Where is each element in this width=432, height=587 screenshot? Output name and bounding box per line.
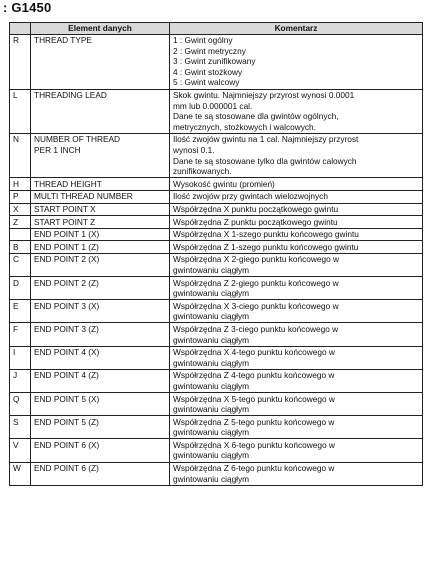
comment-line: Współrzędna X 1-szego punktu końcowego gwintu xyxy=(173,229,359,240)
comment-line: mm lub 0.000001 cal. xyxy=(173,100,253,111)
row-code: W xyxy=(10,462,31,485)
element-line: END POINT 6 (Z) xyxy=(34,463,99,474)
table-row xyxy=(10,203,423,216)
element-line: END POINT 6 (X) xyxy=(34,439,100,450)
row-code: L xyxy=(10,89,31,133)
comment-line: 3 : Gwint zunifikowany xyxy=(173,56,256,67)
row-code: C xyxy=(10,253,31,276)
row-comment xyxy=(170,241,423,254)
row-element xyxy=(31,190,170,203)
element-line: THREADING LEAD xyxy=(34,90,107,101)
comment-line: wynosi 0.1. xyxy=(173,145,215,156)
row-comment xyxy=(170,300,423,323)
row-element xyxy=(31,323,170,346)
row-code: V xyxy=(10,439,31,462)
row-comment xyxy=(170,203,423,216)
comment-line: Współrzędna X 3-ciego punktu końcowego w xyxy=(173,300,339,311)
comment-line: Skok gwintu. Najmniejszy przyrost wynosi 0.0001 xyxy=(173,90,355,101)
row-code: Q xyxy=(10,393,31,416)
table-row xyxy=(10,462,423,485)
comment-line: Współrzędna X punktu początkowego gwintu xyxy=(173,204,339,214)
element-line: END POINT 4 (Z) xyxy=(34,370,99,381)
comment-line: gwintowaniu ciągłym xyxy=(173,380,250,391)
comment-line: gwintowaniu ciągłym xyxy=(173,473,250,484)
row-comment xyxy=(170,253,423,276)
row-code: B xyxy=(10,241,31,254)
element-line: PER 1 INCH xyxy=(34,145,81,156)
row-element xyxy=(31,89,170,133)
table-row xyxy=(10,416,423,439)
table-row xyxy=(10,216,423,229)
table-row xyxy=(10,133,423,177)
comment-line: Współrzędna Z 5-tego punktu końcowego w xyxy=(173,416,335,427)
table-row xyxy=(10,89,423,133)
row-comment xyxy=(170,416,423,439)
row-comment xyxy=(170,462,423,485)
row-element xyxy=(31,369,170,392)
row-element xyxy=(31,216,170,229)
row-comment xyxy=(170,89,423,133)
comment-line: Współrzędna X 2-giego punktu końcowego w xyxy=(173,254,340,265)
table-row xyxy=(10,228,423,241)
row-comment xyxy=(170,323,423,346)
comment-line: gwintowaniu ciągłym xyxy=(173,334,250,345)
row-element xyxy=(31,439,170,462)
comment-line: 2 : Gwint metryczny xyxy=(173,45,246,56)
page-title: : G1450 xyxy=(3,0,52,15)
comment-line: Ilość zwojów przy gwintach wielozwojnych xyxy=(173,191,328,202)
row-comment xyxy=(170,346,423,369)
header-element: Element danych xyxy=(31,23,170,35)
row-code: P xyxy=(10,190,31,203)
row-code: I xyxy=(10,346,31,369)
element-line: END POINT 4 (X) xyxy=(34,347,100,358)
table-row xyxy=(10,439,423,462)
table-row xyxy=(10,323,423,346)
header-row xyxy=(10,23,423,35)
table-row xyxy=(10,178,423,191)
element-line: THREAD HEIGHT xyxy=(34,178,102,189)
comment-line: Współrzędna Z 4-tego punktu końcowego w xyxy=(173,370,335,381)
comment-line: Współrzędna Z 2-giego punktu końcowego w xyxy=(173,277,339,288)
row-element xyxy=(31,462,170,485)
comment-line: 1 : Gwint ogólny xyxy=(173,35,233,46)
comment-line: 5 : Gwint walcowy xyxy=(173,77,240,88)
comment-line: Ilość zwojów gwintu na 1 cal. Najmniejszy przyrost xyxy=(173,134,359,145)
row-code: E xyxy=(10,300,31,323)
row-comment xyxy=(170,228,423,241)
comment-line: Dane te są stosowane tylko dla gwintów calowych xyxy=(173,155,357,166)
comment-line: Dane te są stosowane dla gwintów ogólnych, xyxy=(173,111,339,122)
comment-line: gwintowaniu ciągłym xyxy=(173,404,250,415)
comment-line: metrycznych, stożkowych i walcowych. xyxy=(173,121,316,132)
table-row xyxy=(10,241,423,254)
comment-line: gwintowaniu ciągłym xyxy=(173,264,250,275)
row-element xyxy=(31,416,170,439)
table-row xyxy=(10,300,423,323)
row-comment xyxy=(170,439,423,462)
comment-line: Współrzędna X 5-tego punktu końcowego w xyxy=(173,393,335,404)
row-code: S xyxy=(10,416,31,439)
row-code xyxy=(10,228,31,241)
header-comment: Komentarz xyxy=(170,23,423,35)
comment-line: gwintowaniu ciągłym xyxy=(173,357,250,368)
row-code: H xyxy=(10,178,31,191)
comment-line: 4 : Gwint stożkowy xyxy=(173,66,243,77)
table-row xyxy=(10,34,423,89)
comment-line: Współrzędna X 4-tego punktu końcowego w xyxy=(173,347,335,358)
header-code xyxy=(10,23,31,35)
element-line: END POINT 1 (X) xyxy=(34,229,100,240)
table-body xyxy=(10,34,423,485)
table-row xyxy=(10,346,423,369)
row-comment xyxy=(170,216,423,229)
table-row xyxy=(10,253,423,276)
table-row xyxy=(10,369,423,392)
row-element xyxy=(31,300,170,323)
element-line: THREAD TYPE xyxy=(34,35,92,46)
element-line: START POINT Z xyxy=(34,216,96,227)
row-element xyxy=(31,277,170,300)
element-line: END POINT 1 (Z) xyxy=(34,241,99,252)
row-element xyxy=(31,178,170,191)
comment-line: gwintowaniu ciągłym xyxy=(173,450,250,461)
row-element xyxy=(31,228,170,241)
table-row xyxy=(10,190,423,203)
element-line: END POINT 2 (Z) xyxy=(34,277,99,288)
row-comment xyxy=(170,369,423,392)
table-header xyxy=(10,23,423,35)
row-element xyxy=(31,346,170,369)
row-code: R xyxy=(10,34,31,89)
row-comment xyxy=(170,133,423,177)
row-comment xyxy=(170,393,423,416)
row-code: J xyxy=(10,369,31,392)
row-element xyxy=(31,241,170,254)
element-line: END POINT 2 (X) xyxy=(34,254,100,265)
comment-line: Współrzędna X 6-tego punktu końcowego w xyxy=(173,439,335,450)
row-comment xyxy=(170,178,423,191)
row-element xyxy=(31,34,170,89)
row-code: X xyxy=(10,203,31,216)
comment-line: gwintowaniu ciągłym xyxy=(173,427,250,438)
comment-line: Współrzędna Z 1-szego punktu końcowego gwintu xyxy=(173,241,359,252)
comment-line: Współrzędna Z punktu początkowego gwintu xyxy=(173,216,338,227)
row-comment xyxy=(170,34,423,89)
row-code: D xyxy=(10,277,31,300)
element-line: END POINT 3 (Z) xyxy=(34,323,99,334)
data-element-table xyxy=(9,22,423,486)
comment-line: gwintowaniu ciągłym xyxy=(173,311,250,322)
row-element xyxy=(31,203,170,216)
row-code: Z xyxy=(10,216,31,229)
element-line: START POINT X xyxy=(34,204,96,214)
element-line: END POINT 5 (Z) xyxy=(34,416,99,427)
table-row xyxy=(10,393,423,416)
comment-line: Współrzędna Z 6-tego punktu końcowego w xyxy=(173,463,335,474)
row-element xyxy=(31,393,170,416)
element-line: NUMBER OF THREAD xyxy=(34,134,121,145)
comment-line: zunifikowanych. xyxy=(173,166,232,177)
row-element xyxy=(31,253,170,276)
row-comment xyxy=(170,190,423,203)
comment-line: Wysokość gwintu (promień) xyxy=(173,178,275,189)
comment-line: Współrzędna Z 3-ciego punktu końcowego w xyxy=(173,323,339,334)
row-code: N xyxy=(10,133,31,177)
element-line: MULTI THREAD NUMBER xyxy=(34,191,133,202)
element-line: END POINT 5 (X) xyxy=(34,393,100,404)
table-row xyxy=(10,277,423,300)
comment-line: gwintowaniu ciągłym xyxy=(173,288,250,299)
row-comment xyxy=(170,277,423,300)
row-code: F xyxy=(10,323,31,346)
row-element xyxy=(31,133,170,177)
element-line: END POINT 3 (X) xyxy=(34,300,100,311)
